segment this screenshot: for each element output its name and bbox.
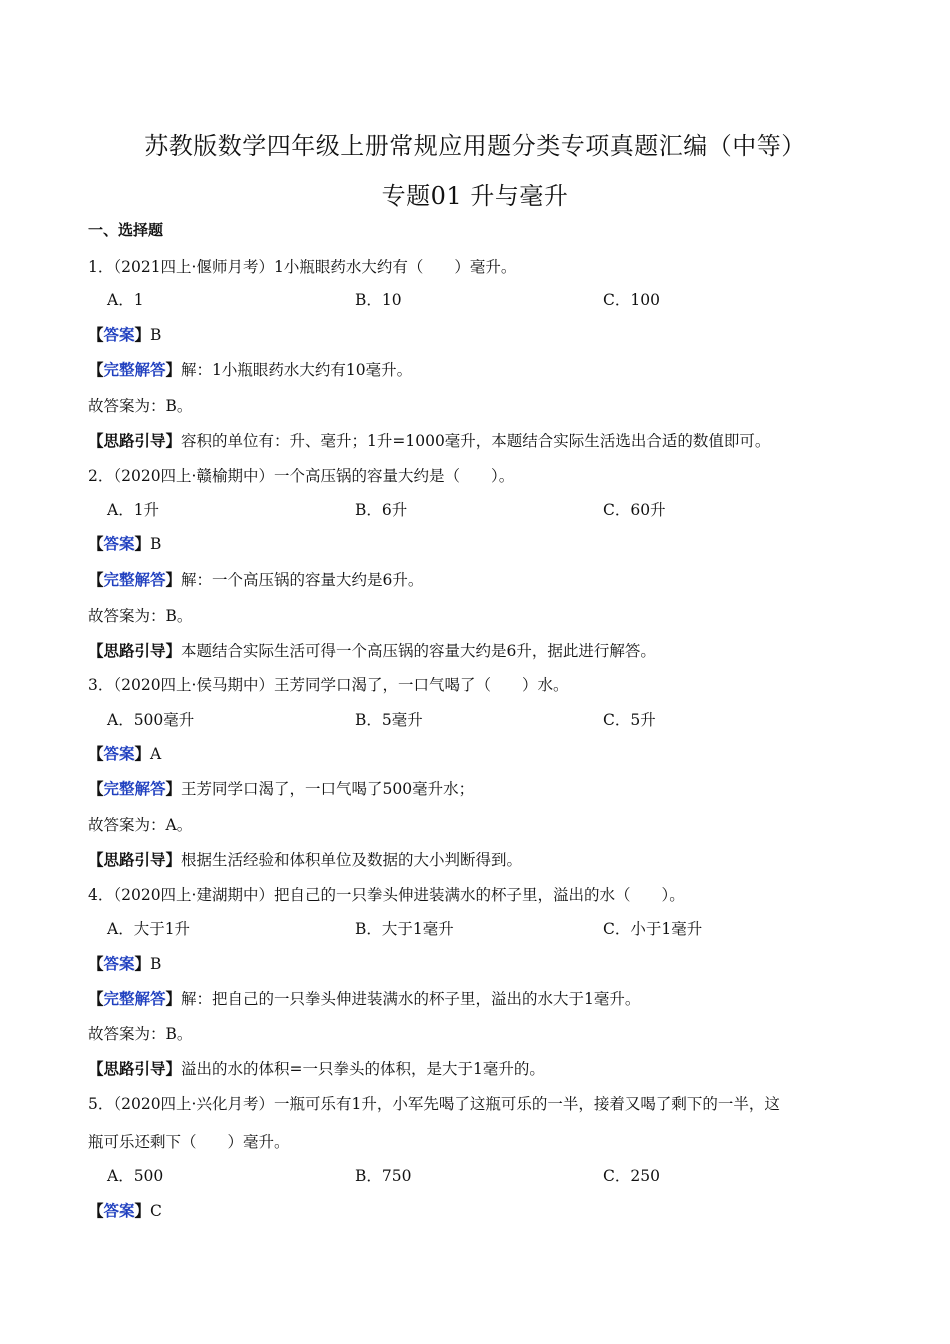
question-3-conclusion: 故答案为：A。	[88, 816, 193, 834]
question-1-solution	[88, 358, 412, 380]
question-3-stem: 3．（2020四上·侯马期中）王芳同学口渴了，一口气喝了（ ）水。	[88, 676, 569, 694]
answer-bracket-close: 】	[134, 1201, 151, 1220]
question-1-option-a: A．1	[107, 291, 144, 309]
question-3-option-b: B．5毫升	[355, 711, 423, 729]
hint-label: 【思路引导】	[88, 1059, 182, 1078]
question-4-option-c: C．小于1毫升	[603, 920, 703, 938]
question-4-option-b: B．大于1毫升	[355, 920, 454, 938]
question-3-option-c: C．5升	[603, 711, 656, 729]
answer-value: B	[150, 326, 162, 344]
hint-text: 本题结合实际生活可得一个高压锅的容量大约是6升，据此进行解答。	[181, 642, 656, 660]
document-title: 苏教版数学四年级上册常规应用题分类专项真题汇编（中等）	[144, 132, 806, 160]
question-5-option-b: B．750	[355, 1167, 412, 1185]
question-4-stem: 4．（2020四上·建湖期中）把自己的一只拳头伸进装满水的杯子里，溢出的水（ ）。	[88, 886, 685, 904]
answer-bracket-open: 【	[88, 325, 104, 344]
solution-label: 完整解答	[103, 779, 166, 798]
question-4-hint	[88, 1057, 545, 1079]
question-1-hint	[88, 429, 770, 451]
answer-bracket-open: 【	[88, 744, 104, 763]
answer-bracket-open: 【	[88, 1201, 104, 1220]
question-1-option-b: B．10	[355, 291, 402, 309]
question-1-answer	[88, 323, 161, 345]
hint-label: 【思路引导】	[88, 431, 182, 450]
question-2-answer	[88, 532, 161, 554]
answer-label: 答案	[103, 954, 135, 973]
answer-value: C	[150, 1202, 162, 1220]
question-5-answer	[88, 1199, 162, 1221]
solution-bracket-close: 】	[165, 570, 182, 589]
answer-bracket-close: 】	[134, 325, 151, 344]
question-1-option-c: C．100	[603, 291, 660, 309]
solution-bracket-open: 【	[88, 779, 104, 798]
answer-label: 答案	[103, 534, 135, 553]
question-2-conclusion: 故答案为：B。	[88, 607, 193, 625]
hint-label: 【思路引导】	[88, 850, 182, 869]
solution-text: 王芳同学口渴了，一口气喝了500毫升水；	[181, 780, 475, 798]
question-5-option-c: C．250	[603, 1167, 660, 1185]
answer-value: B	[150, 535, 162, 553]
solution-bracket-open: 【	[88, 570, 104, 589]
hint-label: 【思路引导】	[88, 641, 182, 660]
question-4-conclusion: 故答案为：B。	[88, 1025, 193, 1043]
solution-bracket-open: 【	[88, 360, 104, 379]
answer-bracket-close: 】	[134, 954, 151, 973]
question-3-solution	[88, 777, 474, 799]
solution-label: 完整解答	[103, 989, 166, 1008]
question-5-stem: 5．（2020四上·兴化月考）一瓶可乐有1升，小军先喝了这瓶可乐的一半，接着又喝了剩下的一半，这	[88, 1095, 780, 1113]
question-2-stem: 2．（2020四上·赣榆期中）一个高压锅的容量大约是（ ）。	[88, 467, 515, 485]
answer-label: 答案	[103, 744, 135, 763]
question-2-hint	[88, 639, 656, 661]
answer-value: B	[150, 955, 162, 973]
question-4-option-a: A．大于1升	[107, 920, 191, 938]
question-2-option-b: B．6升	[355, 501, 408, 519]
question-2-solution	[88, 568, 423, 590]
answer-value: A	[150, 745, 162, 763]
hint-text: 根据生活经验和体积单位及数据的大小判断得到。	[181, 851, 523, 869]
solution-bracket-close: 】	[165, 360, 182, 379]
hint-text: 容积的单位有：升、毫升；1升=1000毫升，本题结合实际生活选出合适的数值即可。	[181, 432, 771, 450]
answer-bracket-open: 【	[88, 954, 104, 973]
solution-label: 完整解答	[103, 570, 166, 589]
answer-label: 答案	[103, 325, 135, 344]
question-5-stem-continued: 瓶可乐还剩下（ ）毫升。	[88, 1133, 290, 1151]
question-4-answer	[88, 952, 161, 974]
question-2-option-c: C．60升	[603, 501, 666, 519]
hint-text: 溢出的水的体积=一只拳头的体积，是大于1毫升的。	[181, 1060, 545, 1078]
question-3-option-a: A．500毫升	[107, 711, 195, 729]
question-2-option-a: A．1升	[107, 501, 160, 519]
solution-text: 解：把自己的一只拳头伸进装满水的杯子里，溢出的水大于1毫升。	[181, 990, 641, 1008]
solution-bracket-close: 】	[165, 989, 182, 1008]
question-1-conclusion: 故答案为：B。	[88, 397, 193, 415]
question-4-solution	[88, 987, 640, 1009]
question-3-answer	[88, 742, 161, 764]
question-1-stem: 1．（2021四上·偃师月考）1小瓶眼药水大约有（ ）毫升。	[88, 258, 517, 276]
answer-bracket-open: 【	[88, 534, 104, 553]
question-3-hint	[88, 848, 522, 870]
solution-text: 解：1小瓶眼药水大约有10毫升。	[181, 361, 413, 379]
answer-bracket-close: 】	[134, 534, 151, 553]
solution-bracket-close: 】	[165, 779, 182, 798]
answer-label: 答案	[103, 1201, 135, 1220]
answer-bracket-close: 】	[134, 744, 151, 763]
solution-bracket-open: 【	[88, 989, 104, 1008]
section-heading: 一、选择题	[88, 221, 164, 239]
question-5-option-a: A．500	[107, 1167, 164, 1185]
document-subtitle: 专题01 升与毫升	[381, 182, 569, 210]
solution-text: 解：一个高压锅的容量大约是6升。	[181, 571, 424, 589]
solution-label: 完整解答	[103, 360, 166, 379]
